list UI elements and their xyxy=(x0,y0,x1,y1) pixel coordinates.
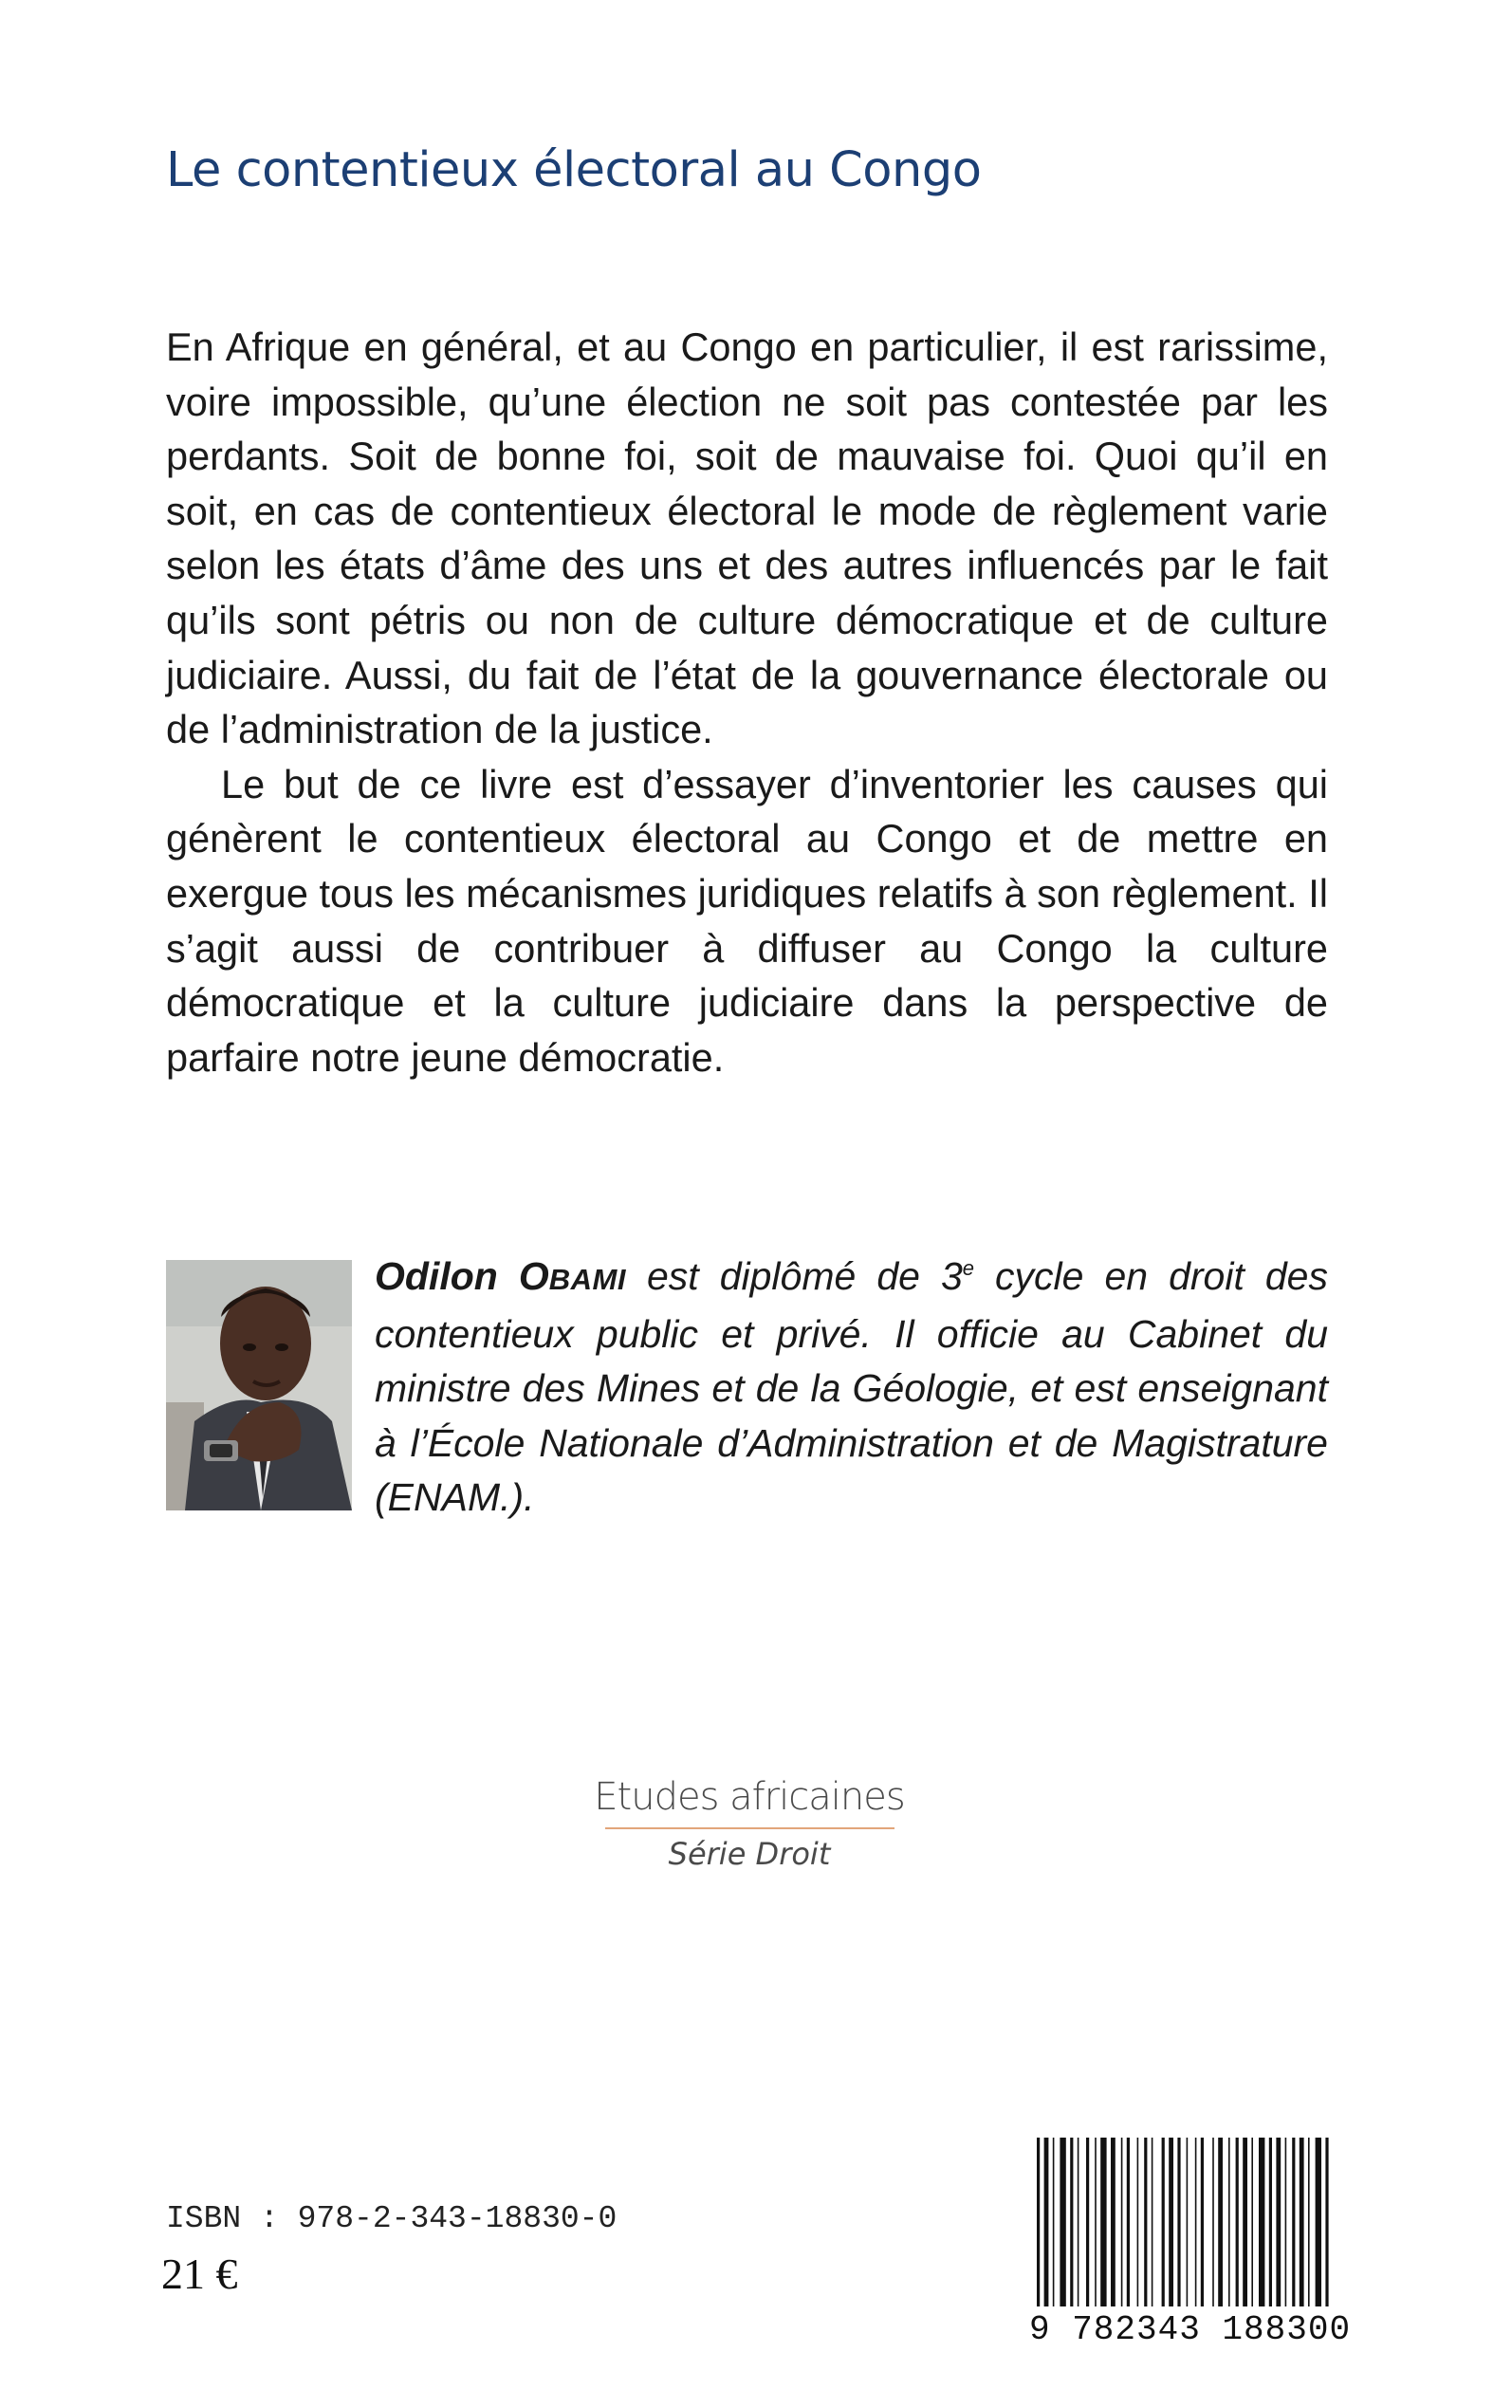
series-subtitle: Série Droit xyxy=(668,1836,831,1872)
barcode-bar xyxy=(1177,2138,1180,2306)
series-block xyxy=(569,1774,930,1873)
barcode-digits: 9 782343 188300 xyxy=(1029,2310,1352,2349)
barcode-bar xyxy=(1292,2138,1295,2306)
barcode-bar xyxy=(1300,2138,1304,2306)
barcode-bar xyxy=(1144,2138,1147,2306)
price-label: 21 € xyxy=(161,2250,238,2298)
barcode-bar xyxy=(1121,2138,1123,2306)
barcode-bar xyxy=(1100,2138,1106,2306)
barcode-bar xyxy=(1162,2138,1165,2306)
barcode-bar xyxy=(1201,2138,1204,2306)
author-portrait-image xyxy=(166,1260,352,1510)
barcode-bar xyxy=(1060,2138,1065,2306)
series-divider xyxy=(605,1827,894,1829)
back-cover-blurb xyxy=(166,320,1328,1084)
barcode-bar xyxy=(1152,2138,1153,2306)
barcode-bar xyxy=(1053,2138,1055,2306)
barcode-bar xyxy=(1070,2138,1073,2306)
barcode-bar xyxy=(1236,2138,1239,2306)
barcode-bar xyxy=(1044,2138,1049,2306)
barcode-bar xyxy=(1137,2138,1139,2306)
barcode-bar xyxy=(1187,2138,1189,2306)
barcode-bar xyxy=(1276,2138,1281,2306)
barcode-bars xyxy=(1029,2138,1335,2306)
barcode-bar xyxy=(1169,2138,1173,2306)
author-first-name: Odilon xyxy=(375,1254,498,1298)
barcode-bar xyxy=(1111,2138,1116,2306)
author-name xyxy=(375,1254,626,1298)
barcode-bar xyxy=(1095,2138,1097,2306)
barcode-bar xyxy=(1251,2138,1253,2306)
book-title: Le contentieux électoral au Congo xyxy=(166,142,982,198)
series-name: Etudes africaines xyxy=(594,1775,905,1819)
barcode-bar xyxy=(1127,2138,1130,2306)
barcode-bar xyxy=(1269,2138,1272,2306)
barcode xyxy=(1029,2138,1352,2356)
barcode-bar xyxy=(1259,2138,1264,2306)
barcode-bar xyxy=(1325,2138,1328,2306)
barcode-bar xyxy=(1243,2138,1247,2306)
barcode-bar xyxy=(1316,2138,1321,2306)
author-bio xyxy=(375,1250,1328,1526)
author-photo xyxy=(166,1260,352,1510)
isbn-label: ISBN : 978-2-343-18830-0 xyxy=(166,2201,618,2236)
author-last-name-rest: BAMI xyxy=(548,1263,626,1296)
barcode-bar xyxy=(1037,2138,1040,2306)
barcode-bar xyxy=(1218,2138,1223,2306)
barcode-bar xyxy=(1078,2138,1079,2306)
barcode-bar xyxy=(1212,2138,1214,2306)
blurb-paragraph-2: Le but de ce livre est d’essayer d’inventorier les causes qui génèrent le contentieux électoral au Congo et de mettre en exergue tous les mécanismes juridiques relatifs à son règlement. Il s’agit aussi de contribuer à diffuser au Congo la culture démocratique et la culture judiciaire dans la perspective de parfaire notre jeune démocratie. xyxy=(166,761,1328,1080)
barcode-bar xyxy=(1228,2138,1230,2306)
author-bio-lead: est diplômé de 3 xyxy=(625,1254,963,1298)
author-bio-superscript: e xyxy=(962,1256,974,1280)
barcode-bar xyxy=(1285,2138,1287,2306)
author-last-name-initial: O xyxy=(518,1254,549,1298)
blurb-paragraph-1: En Afrique en général, et au Congo en particulier, il est rarissime, voire impossible, qu’une élection ne soit pas contestée par les perdants. Soit de bonne foi, soit de mauvaise foi. Quoi qu’il en soit, en cas de contentieux électoral le mode de règlement varie selon les états d’âme des uns et des autres influencés par le fait qu’ils sont pétris ou non de culture démocratique et de culture judiciaire. Aussi, du fait de l’état de la gouvernance électorale ou de l’administration de la justice. xyxy=(166,324,1328,752)
barcode-bar xyxy=(1308,2138,1310,2306)
barcode-bar xyxy=(1086,2138,1089,2306)
author-bio-rest: cycle en droit des contentieux public et privé. Il officie au Cabinet du ministre des Mines et de la Géologie, et est enseignant à l’École Nationale d’Administration et de Magistrature (ENAM.). xyxy=(375,1254,1328,1520)
barcode-bar xyxy=(1195,2138,1197,2306)
